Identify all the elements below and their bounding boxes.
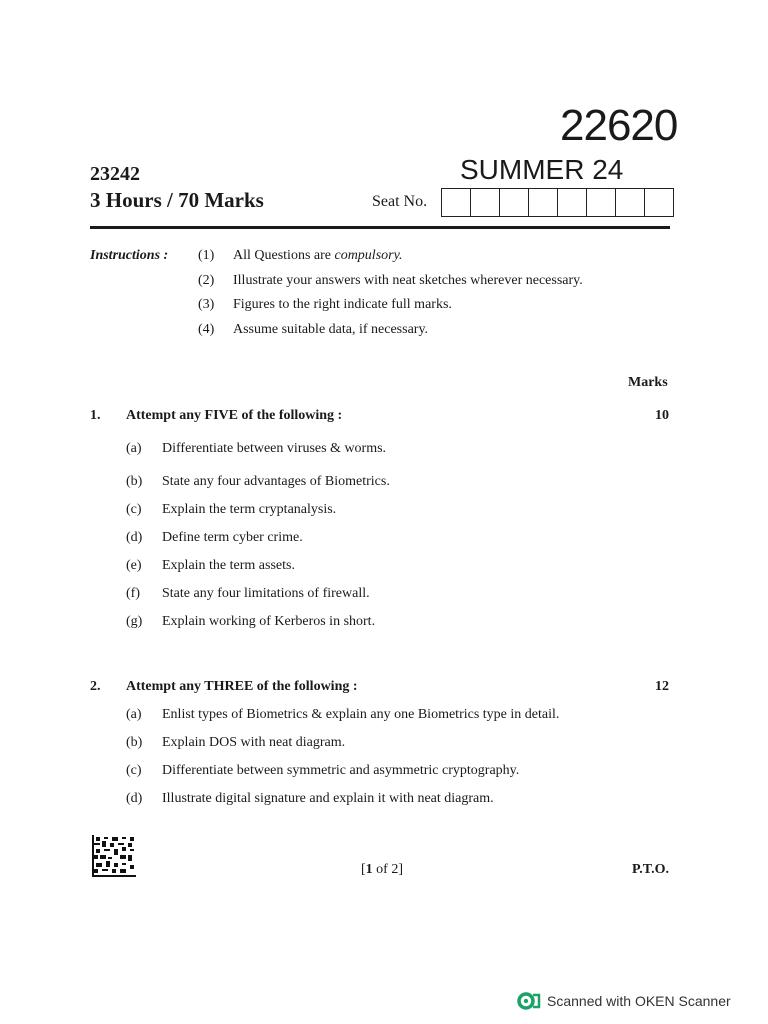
duration-marks: 3 Hours / 70 Marks bbox=[90, 188, 264, 212]
exam-season: SUMMER 24 bbox=[460, 154, 624, 185]
instruction-number: (4) bbox=[198, 321, 215, 337]
seat-box bbox=[645, 189, 673, 216]
instruction-item bbox=[198, 248, 583, 273]
sub-question-text: Differentiate between viruses & worms. bbox=[162, 441, 387, 456]
page-indicator: [1 of 2] bbox=[361, 862, 403, 877]
sub-question-label: (c) bbox=[126, 763, 142, 778]
header-rule bbox=[90, 226, 670, 229]
seat-box bbox=[558, 189, 587, 216]
seat-box bbox=[500, 189, 529, 216]
sub-question-label: (e) bbox=[126, 558, 142, 573]
sub-question-text: Explain working of Kerberos in short. bbox=[162, 614, 376, 629]
sub-question-text: State any four limitations of firewall. bbox=[162, 586, 370, 601]
instruction-number: (3) bbox=[198, 297, 215, 312]
sub-question bbox=[126, 763, 519, 779]
sub-question-text: State any four advantages of Biometrics. bbox=[162, 474, 390, 489]
scanner-watermark bbox=[517, 991, 731, 1011]
instructions-label: Instructions : bbox=[90, 248, 169, 263]
instruction-number: (1) bbox=[198, 248, 215, 263]
scanner-text: Scanned with OKEN Scanner bbox=[547, 993, 731, 1009]
question-number: 1. bbox=[90, 408, 101, 423]
question-title: Attempt any FIVE of the following : bbox=[126, 408, 343, 423]
subject-code: 22620 bbox=[560, 101, 678, 150]
instruction-text: Figures to the right indicate full marks. bbox=[233, 297, 452, 312]
question-marks: 10 bbox=[655, 408, 669, 423]
sub-question bbox=[126, 474, 390, 490]
sub-question-label: (c) bbox=[126, 502, 142, 517]
sub-question-label: (g) bbox=[126, 614, 143, 629]
sub-question bbox=[126, 441, 386, 457]
instruction-text: Illustrate your answers with neat sketches wherever necessary. bbox=[233, 272, 583, 288]
seat-box bbox=[529, 189, 558, 216]
instruction-number: (2) bbox=[198, 272, 215, 288]
seat-box bbox=[587, 189, 616, 216]
paper-number: 23242 bbox=[90, 163, 140, 185]
oken-scanner-logo-icon bbox=[517, 991, 541, 1011]
sub-question-label: (b) bbox=[126, 735, 143, 750]
sub-question-label: (b) bbox=[126, 474, 143, 489]
instruction-text: Assume suitable data, if necessary. bbox=[233, 321, 429, 337]
sub-question-label: (d) bbox=[126, 530, 143, 545]
seat-box bbox=[471, 189, 500, 216]
seat-no-label: Seat No. bbox=[372, 193, 428, 210]
sub-question-label: (a) bbox=[126, 707, 142, 722]
sub-question-text: Enlist types of Biometrics & explain any one Biometrics type in detail. bbox=[162, 707, 560, 722]
seat-no-boxes bbox=[441, 188, 674, 217]
seat-box bbox=[616, 189, 645, 216]
sub-question-label: (d) bbox=[126, 791, 143, 806]
sub-question-text: Explain the term assets. bbox=[162, 558, 295, 573]
sub-question bbox=[126, 735, 345, 751]
page-current: 1 bbox=[365, 862, 373, 877]
sub-question bbox=[126, 791, 494, 807]
sub-question bbox=[126, 707, 559, 723]
sub-question bbox=[126, 530, 303, 546]
sub-question-text: Differentiate between symmetric and asymmetric cryptography. bbox=[162, 763, 520, 778]
pto-label: P.T.O. bbox=[632, 862, 669, 877]
sub-question-text: Illustrate digital signature and explain it with neat diagram. bbox=[162, 791, 494, 806]
sub-question bbox=[126, 586, 370, 602]
sub-question bbox=[126, 558, 295, 574]
instructions-list bbox=[198, 248, 583, 346]
question-title: Attempt any THREE of the following : bbox=[126, 679, 358, 694]
sub-question-text: Explain DOS with neat diagram. bbox=[162, 735, 346, 750]
instruction-item bbox=[198, 322, 583, 347]
sub-question-text: Explain the term cryptanalysis. bbox=[162, 502, 337, 517]
sub-question-label: (a) bbox=[126, 441, 142, 456]
instruction-text: All Questions are compulsory. bbox=[233, 248, 403, 263]
marks-heading: Marks bbox=[628, 375, 668, 390]
instruction-emphasis: compulsory. bbox=[334, 248, 403, 263]
sub-question-label: (f) bbox=[126, 586, 140, 601]
question-number: 2. bbox=[90, 679, 101, 694]
seat-box bbox=[442, 189, 471, 216]
datamatrix-code-icon bbox=[92, 835, 136, 877]
instruction-item bbox=[198, 297, 583, 322]
question-marks: 12 bbox=[655, 679, 669, 694]
sub-question-text: Define term cyber crime. bbox=[162, 530, 303, 545]
sub-question bbox=[126, 502, 336, 518]
sub-question bbox=[126, 614, 375, 630]
instruction-item bbox=[198, 273, 583, 298]
